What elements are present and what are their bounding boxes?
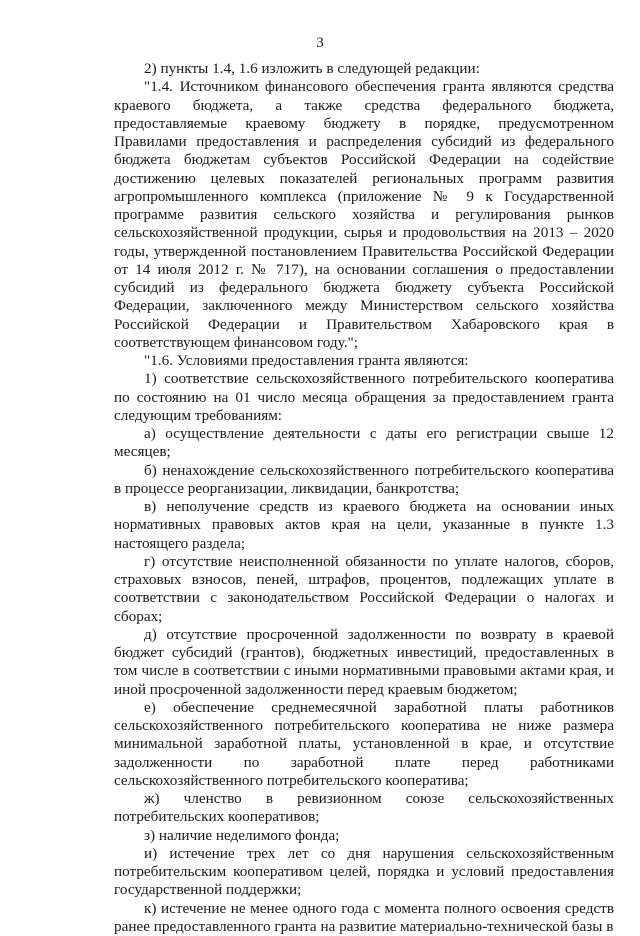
paragraph-item-z: з) наличие неделимого фонда; [114, 827, 614, 845]
paragraph-item-b: б) ненахождение сельскохозяйственного потребительского кооператива в процессе реорганизации, ликвидации, банкротства; [114, 462, 614, 499]
paragraph-item-d: д) отсутствие просроченной задолженности по возврату в краевой бюджет субсидий (грантов), бюджетных инвестиций, предоставленных в том числе в соответствии с иными нормативными правовыми актами края, и иной просроченной задолженности перед краевым бюджетом; [114, 626, 614, 699]
document-body [114, 60, 614, 936]
paragraph-item-v: в) неполучение средств из краевого бюджета на основании иных нормативных правовых актов края на цели, указанные в пункте 1.3 настоящего раздела; [114, 498, 614, 553]
paragraph-item-e: е) обеспечение среднемесячной заработной платы работников сельскохозяйственного потребительского кооператива не ниже размера минимальной заработной платы, установленной в крае, и отсутствие задолженности по заработной плате перед работниками сельскохозяйственного потребительского кооператива; [114, 699, 614, 790]
paragraph-item-i: и) истечение трех лет со дня нарушения сельскохозяйственным потребительским кооперативом целей, порядка и условий предоставления государственной поддержки; [114, 845, 614, 900]
paragraph-item-a: а) осуществление деятельности с даты его регистрации свыше 12 месяцев; [114, 425, 614, 462]
paragraph-1-6-heading: "1.6. Условиями предоставления гранта являются: [114, 352, 614, 370]
paragraph-item-g: г) отсутствие неисполненной обязанности по уплате налогов, сборов, страховых взносов, пеней, штрафов, процентов, подлежащих уплате в соответствии с законодательством Российской Федерации о налогах и сборах; [114, 553, 614, 626]
paragraph-condition-1: 1) соответствие сельскохозяйственного потребительского кооператива по состоянию на 01 число месяца обращения за предоставлением гранта следующим требованиям: [114, 370, 614, 425]
paragraph-1-4: "1.4. Источником финансового обеспечения гранта являются средства краевого бюджета, а также средства федерального бюджета, предоставляемые краевому бюджету в порядке, предусмотренном Правилами предоставления и распределения субсидий из федерального бюджета бюджетам субъектов Российской Федерации на содействие достижению целевых показателей региональных программ развития агропромышленного комплекса (приложение № 9 к Государственной программе развития сельского хозяйства и регулирования рынков сельскохозяйственной продукции, сырья и продовольствия на 2013 – 2020 годы, утвержденной постановлением Правительства Российской Федерации от 14 июля 2012 г. № 717), на основании соглашения о предоставлении субсидий из федерального бюджета бюджету субъекта Российской Федерации, заключенного между Министерством сельского хозяйства Российской Федерации и Правительством Хабаровского края в соответствующем финансовом году."; [114, 78, 614, 352]
paragraph-item-zh: ж) членство в ревизионном союзе сельскохозяйственных потребительских кооперативов; [114, 790, 614, 827]
paragraph-amend-intro: 2) пункты 1.4, 1.6 изложить в следующей редакции: [114, 60, 614, 78]
page-number: 3 [0, 34, 640, 52]
paragraph-item-k: к) истечение не менее одного года с момента полного освоения средств ранее предоставленного гранта на развитие материально-технической базы в [114, 900, 614, 936]
